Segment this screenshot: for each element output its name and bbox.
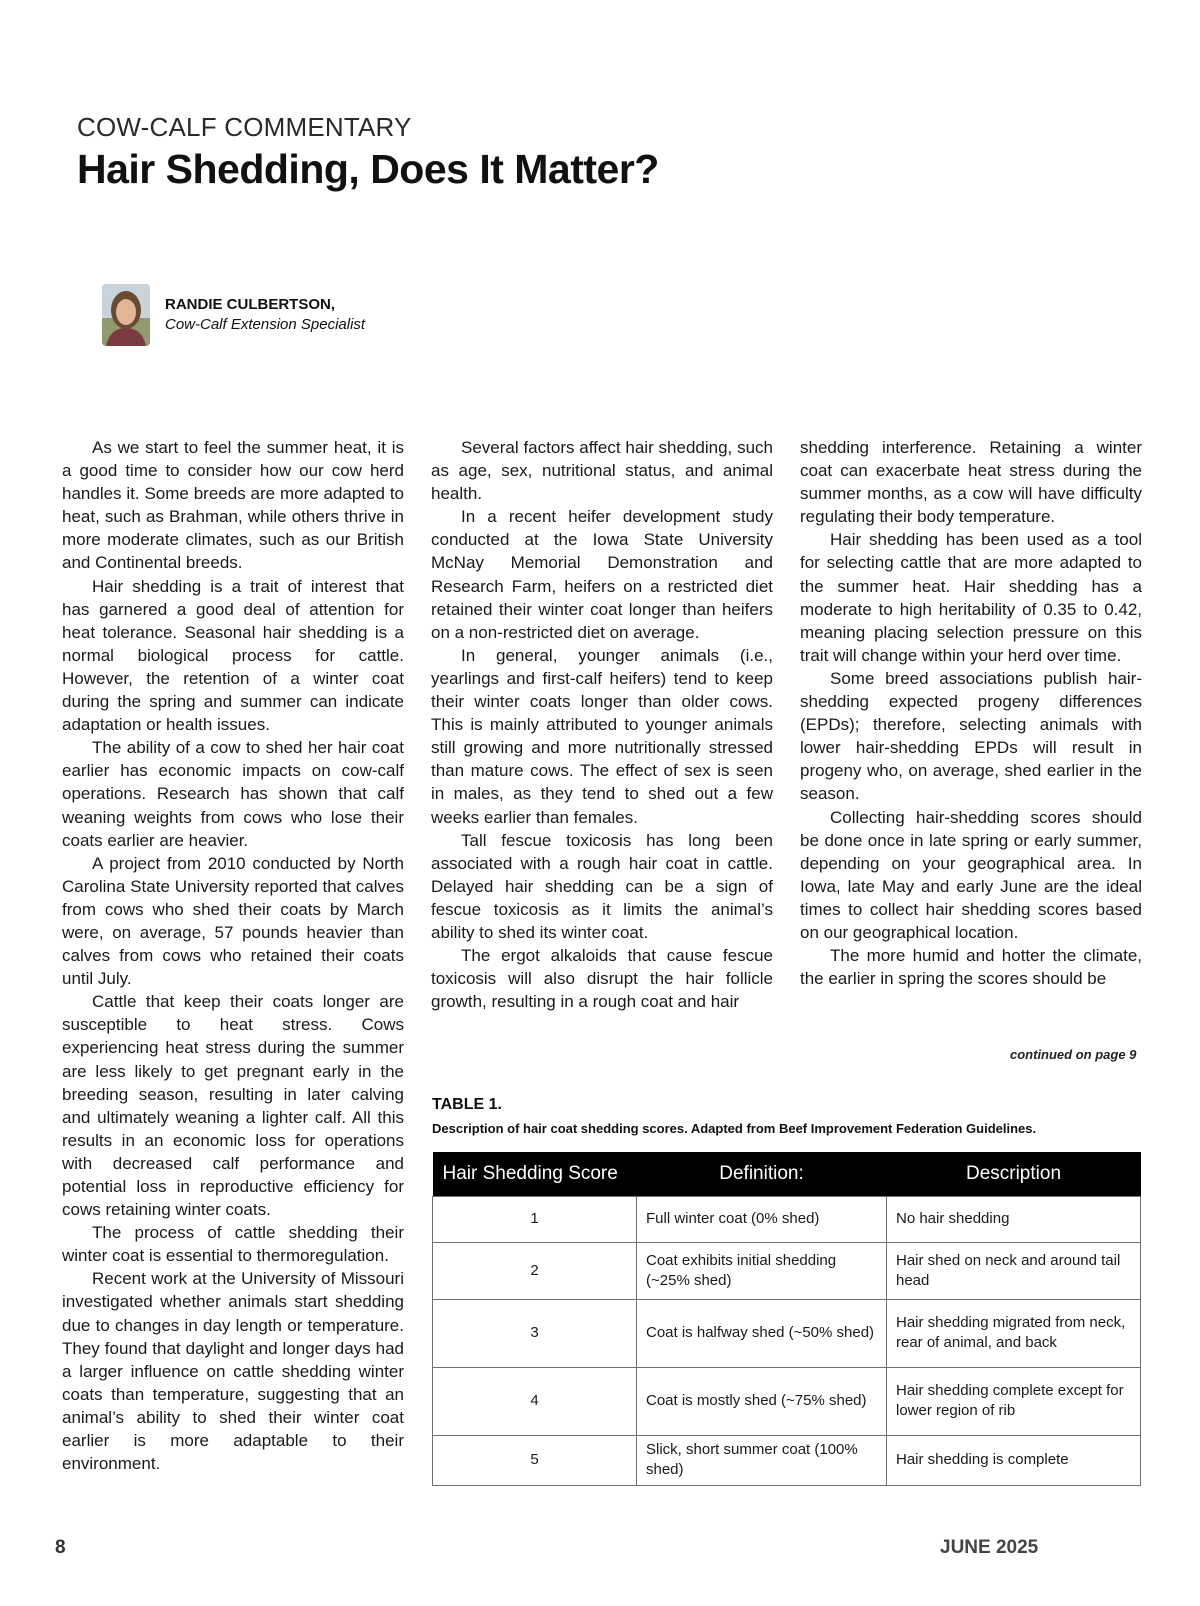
author-portrait-image [102,284,150,346]
table-caption: Description of hair coat shedding scores. Adapted from Beef Improvement Federation Guidelines. [432,1121,1037,1136]
paragraph: Several factors affect hair shedding, such as age, sex, nutritional status, and animal health. [431,438,773,504]
author-role: Cow-Calf Extension Specialist [165,316,366,333]
section-label: COW-CALF COMMENTARY [77,112,412,142]
table-row [433,1196,1141,1242]
description-cell: Hair shedding complete except for lower region of rib [887,1367,1141,1435]
description-cell: Hair shedding migrated from neck, rear of animal, and back [887,1299,1141,1367]
author-name: RANDIE CULBERTSON, [165,296,336,313]
article-title: Hair Shedding, Does It Matter? [77,146,659,192]
paragraph: Hair shedding has been used as a tool for selecting cattle that are more adapted to the summer heat. Hair shedding has a moderate to high heritability of 0.35 to 0.42, meaning placing selection pressure on this trait will change within your herd over time. [800,530,1142,665]
paragraph: The ergot alkaloids that cause fescue toxicosis will also disrupt the hair follicle growth, resulting in a rough coat and hair [431,946,773,1012]
table-row [433,1242,1141,1299]
paragraph: The more humid and hotter the climate, the earlier in spring the scores should be [800,946,1142,989]
score-cell: 3 [433,1299,637,1367]
score-cell: 5 [433,1435,637,1485]
table-row [433,1299,1141,1367]
paragraph: Collecting hair-shedding scores should be done once in late spring or early summer, depending on your geographical area. In Iowa, late May and early June are the ideal times to collect hair shedding scores based on our geographical location. [800,807,1142,942]
paragraph: As we start to feel the summer heat, it is a good time to consider how our cow herd handles it. Some breeds are more adapted to heat, such as Brahman, while others thrive in more moderate climates, such as our British and Continental breeds. [62,438,404,573]
definition-cell: Coat is halfway shed (~50% shed) [637,1299,887,1367]
continued-note: continued on page 9 [1010,1047,1137,1062]
paragraph: In a recent heifer development study conducted at the Iowa State University McNay Memorial Demonstration and Research Farm, heifers on a restricted diet retained their winter coat longer than heifers on a non-restricted diet on average. [431,507,773,642]
issue-date: JUNE 2025 [940,1537,1039,1558]
column-header: Definition: [637,1152,887,1196]
paragraph: The ability of a cow to shed her hair coat earlier has economic impacts on cow-calf operations. Research has shown that calf weaning weights from cows who lose their coats earlier are heavier. [62,738,404,850]
shedding-score-table [432,1152,1141,1486]
paragraph: Tall fescue toxicosis has long been associated with a rough hair coat in cattle. Delayed hair shedding can be a sign of fescue toxicosis as it limits the animal’s ability to shed its winter coat. [431,830,773,942]
definition-cell: Slick, short summer coat (100% shed) [637,1435,887,1485]
paragraph: In general, younger animals (i.e., yearlings and first-calf heifers) tend to keep their winter coats longer than older cows. This is mainly attributed to younger animals still growing and more nutritionally stressed than mature cows. The effect of sex is seen in males, as they tend to shed out a few weeks earlier than females. [431,645,773,827]
page-number: 8 [55,1537,66,1558]
definition-cell: Coat exhibits initial shedding (~25% shed) [637,1242,887,1299]
score-cell: 4 [433,1367,637,1435]
table-row [433,1435,1141,1485]
paragraph: Hair shedding is a trait of interest that has garnered a good deal of attention for heat tolerance. Seasonal hair shedding is a normal biological process for cattle. However, the retention of a winter coat during the spring and summer can indicate adaptation or health issues. [62,576,404,735]
paragraph: Some breed associations publish hair-shedding expected progeny differences (EPDs); therefore, selecting animals with lower hair-shedding EPDs will result in progeny who, on average, shed earlier in the season. [800,668,1142,804]
score-cell: 2 [433,1242,637,1299]
column-header: Description [887,1152,1141,1196]
description-cell: No hair shedding [887,1196,1141,1242]
table-header-row [433,1152,1141,1196]
paragraph: shedding interference. Retaining a winter coat can exacerbate heat stress during the summer months, as a cow will have difficulty regulating their body temperature. [800,438,1142,527]
paragraph: The process of cattle shedding their winter coat is essential to thermoregulation. [62,1223,404,1266]
article-column-3 [800,436,1142,990]
definition-cell: Coat is mostly shed (~75% shed) [637,1367,887,1435]
article-column-2 [431,436,773,1013]
column-header: Hair Shedding Score [433,1152,637,1196]
author-photo [102,284,150,346]
paragraph: A project from 2010 conducted by North Carolina State University reported that calves from cows who shed their coats by March were, on average, 57 pounds heavier than calves from cows who retained their coats until July. [62,853,404,989]
paragraph: Recent work at the University of Missouri investigated whether animals start shedding due to changes in day length or temperature. They found that daylight and longer days had a larger influence on cattle shedding winter coats than temperature, suggesting that an animal’s ability to shed their winter coat earlier is more adaptable to their environment. [62,1269,404,1474]
score-cell: 1 [433,1196,637,1242]
paragraph: Cattle that keep their coats longer are susceptible to heat stress. Cows experiencing heat stress during the summer are less likely to get pregnant early in the breeding season, resulting in later calving and ultimately weaning a lighter calf. All this results in an economic loss for operations with decreased calf performance and potential loss in reproductive efficiency for cows retaining winter coats. [62,992,404,1220]
table-heading: TABLE 1. [432,1096,502,1113]
description-cell: Hair shedding is complete [887,1435,1141,1485]
description-cell: Hair shed on neck and around tail head [887,1242,1141,1299]
table-row [433,1367,1141,1435]
definition-cell: Full winter coat (0% shed) [637,1196,887,1242]
article-column-1 [62,436,404,1475]
